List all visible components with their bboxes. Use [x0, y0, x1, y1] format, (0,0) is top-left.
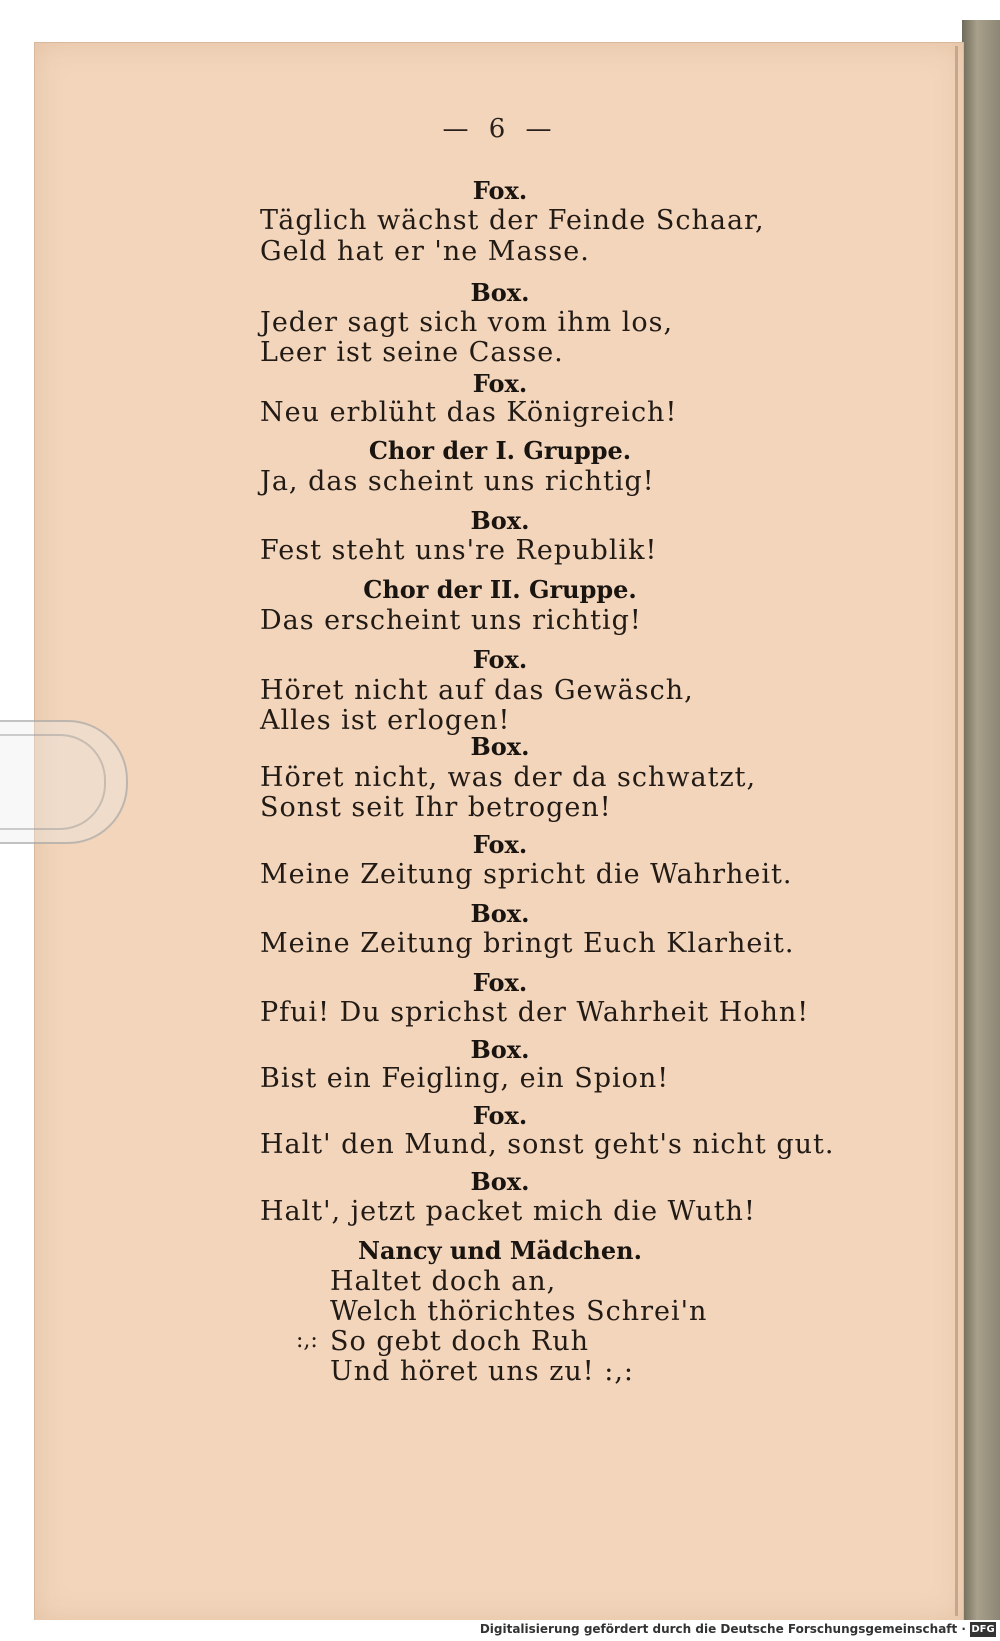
- speaker-label: Fox.: [472, 830, 528, 859]
- verse-line: Höret nicht, was der da schwatzt,: [260, 762, 757, 793]
- verse-line: Meine Zeitung bringt Euch Klarheit.: [260, 928, 795, 959]
- speaker-label: Fox.: [472, 369, 528, 398]
- verse-line: Alles ist erlogen!: [260, 705, 511, 736]
- verse-line: So gebt doch Ruh: [330, 1326, 590, 1357]
- footer-credit: Digitalisierung gefördert durch die Deutsche Forschungsgemeinschaft ·: [479, 1622, 966, 1636]
- verse-line: Haltet doch an,: [330, 1266, 557, 1297]
- verse-line: Jeder sagt sich vom ihm los,: [260, 307, 674, 338]
- speaker-label: Box.: [470, 1035, 530, 1064]
- verse-line: Sonst seit Ihr betrogen!: [260, 792, 612, 823]
- repeat-mark: :,:: [296, 1328, 318, 1353]
- speaker-label: Fox.: [472, 968, 528, 997]
- verse-line: Und höret uns zu! :,:: [330, 1356, 635, 1387]
- verse-line: Fest steht uns're Republik!: [260, 535, 658, 566]
- speaker-label: Fox.: [472, 645, 528, 674]
- dfg-logo-icon: DFG: [971, 1624, 995, 1635]
- verse-line: Neu erblüht das Königreich!: [260, 397, 678, 428]
- verse-line: Pfui! Du sprichst der Wahrheit Hohn!: [260, 997, 810, 1028]
- speaker-label: Box.: [470, 278, 530, 307]
- speaker-label: Fox.: [472, 176, 528, 205]
- speaker-label: Box.: [470, 1167, 530, 1196]
- speaker-label: Box.: [470, 506, 530, 535]
- speaker-label: Box.: [470, 732, 530, 761]
- speaker-label: Chor der II. Gruppe.: [363, 575, 637, 604]
- verse-line: Welch thörichtes Schrei'n: [330, 1296, 708, 1327]
- verse-line: Bist ein Feigling, ein Spion!: [260, 1063, 670, 1094]
- verse-line: Ja, das scheint uns richtig!: [260, 466, 655, 497]
- verse-line: Halt', jetzt packet mich die Wuth!: [260, 1196, 756, 1227]
- verse-line: Halt' den Mund, sonst geht's nicht gut.: [260, 1129, 835, 1160]
- verse-line: Höret nicht auf das Gewäsch,: [260, 675, 694, 706]
- speaker-label: Fox.: [472, 1101, 528, 1130]
- page-number: — 6 —: [442, 114, 558, 144]
- verse-line: Geld hat er 'ne Masse.: [260, 236, 590, 267]
- speaker-label: Chor der I. Gruppe.: [368, 436, 632, 465]
- book-edge: [962, 20, 1000, 1620]
- verse-line: Das erscheint uns richtig!: [260, 605, 642, 636]
- verse-line: Leer ist seine Casse.: [260, 337, 564, 368]
- verse-line: Täglich wächst der Feinde Schaar,: [260, 205, 765, 236]
- speaker-label: Nancy und Mädchen.: [358, 1236, 642, 1265]
- speaker-label: Box.: [470, 899, 530, 928]
- verse-line: Meine Zeitung spricht die Wahrheit.: [260, 859, 793, 890]
- footer-bar: [0, 1620, 1000, 1641]
